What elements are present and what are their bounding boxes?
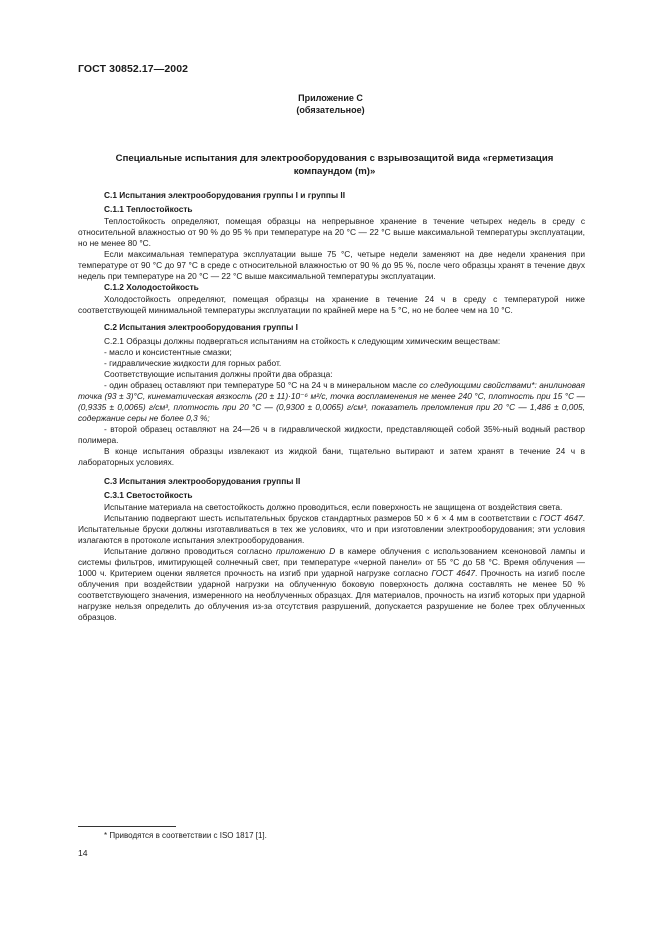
text-span: Испытание должно проводиться согласно [104, 546, 277, 556]
standard-reference: ГОСТ 4647 [539, 513, 583, 523]
paragraph: С.2.1 Образцы должны подвергаться испытаниям на стойкость к следующим химическим веществам: [104, 336, 501, 346]
section-c1-heading: С.1 Испытания электрооборудования группы I и группы II [104, 190, 346, 200]
paragraph: Холодостойкость определяют, помещая образцы на хранение в течение 24 ч в среду с температурой ниже соответствующей минимальной температуры эксплуатации по крайней мере на 5 °С, но не более чем на 10 °С. [78, 294, 585, 315]
section-c3-heading: С.3 Испытания электрооборудования группы II [104, 476, 301, 486]
paragraph [78, 546, 585, 623]
text-span: Испытанию подвергают шесть испытательных брусков стандартных размеров 50 × 6 × 4 мм в соответствии с [104, 513, 540, 523]
document-body [78, 190, 585, 623]
paragraph: Теплостойкость определяют, помещая образцы на непрерывное хранение в течение четырех недель в среду с относительной влажностью от 90 % до 95 % при температуре на 20 °С — 22 °С выше максимальной температуры эксплуатации, но не менее 80 °С. [78, 216, 585, 248]
footnote-divider [78, 826, 176, 827]
standard-header: ГОСТ 30852.17—2002 [78, 63, 189, 75]
section-c11-heading: С.1.1 Теплостойкость [104, 204, 193, 214]
footnote: * Приводятся в соответствии с ISO 1817 [1]. [104, 831, 267, 840]
annex-reference: приложению D [276, 546, 336, 556]
list-item: - гидравлические жидкости для горных работ. [104, 358, 282, 368]
text-span: в камере облучения с использованием ксеноновой лампы и системы фильтров, имитирующей солнечный свет, при температуре «черной панели» от 55 °С до 58 °С. Время облучения — 1000 ч. Критерием оценки является прочность на изгиб при ударной нагрузке согласно [78, 546, 585, 578]
oil-properties-text: со следующими свойствами*: анилиновая точка (93 ± 3)°С, кинематическая вязкость (20 ± 11)·10⁻⁶ м²/с, точка воспламенения не менее 240 °С, плотность при 15 °С — (0,9335 ± 0,0065) г/см³, плотность при 20 °С — (0,9300 ± 0,0065) г/см³, показатель преломления при 20 °С — 1,486 ± 0,005, содержание серы не более 0,3 %; [78, 380, 585, 423]
paragraph: Испытание материала на светостойкость должно проводиться, если поверхность не защищена от воздействия света. [104, 502, 563, 512]
section-c31-heading: С.3.1 Светостойкость [104, 490, 193, 500]
document-title: Специальные испытания для электрооборудования с взрывозащитой вида «герметизация компаундом (m)» [115, 153, 554, 177]
paragraph: Соответствующие испытания должны пройти два образца: [104, 369, 333, 379]
section-c2-heading: С.2 Испытания электрооборудования группы I [104, 322, 298, 332]
annex-status: (обязательное) [296, 105, 365, 115]
list-item: - масло и консистентные смазки; [104, 347, 232, 357]
standard-reference: ГОСТ 4647 [431, 568, 475, 578]
list-item: - второй образец оставляют на 24—26 ч в гидравлической жидкости, представляющей собой 35%-ный водный раствор полимера. [78, 424, 585, 445]
page-number: 14 [78, 848, 88, 858]
text-span: . Прочность на изгиб после облучения при воздействии ударной нагрузки на облученную боковую поверхность должна составлять не менее 50 % соответствующего значения, измеренного на необлученных образцах. Для материалов, прочность на изгиб которых при ударной нагрузке нельзя определить до облучения из-за отсутствия разрушений, допускается разрушение не более трех облученных образцов. [78, 568, 585, 622]
text-span: - один образец оставляют при температуре 50 °С на 24 ч в минеральном масле [104, 380, 420, 390]
paragraph: Если максимальная температура эксплуатации выше 75 °С, четыре недели заменяют на две недели хранения при температуре от 90 °С до 97 °С в среде с относительной влажностью от 90 % до 95 %, после чего образцы хранят в течение двух недель при температуре на 20 °С — 22 °С выше максимальной температуры эксплуатации. [78, 249, 585, 281]
paragraph [78, 513, 585, 546]
list-item [78, 380, 585, 424]
section-c12-heading: С.1.2 Холодостойкость [104, 282, 199, 292]
annex-title: Приложение С [298, 93, 363, 103]
paragraph: В конце испытания образцы извлекают из жидкой бани, тщательно вытирают и затем хранят в течение 24 ч в лабораторных условиях. [78, 446, 585, 467]
text-span: . Испытательные бруски должны изготавливаться в тех же условиях, что и при изготовлении электрооборудования; эти условия излагаются в протоколе испытания электрооборудования. [78, 513, 585, 545]
annex-heading [0, 92, 661, 116]
